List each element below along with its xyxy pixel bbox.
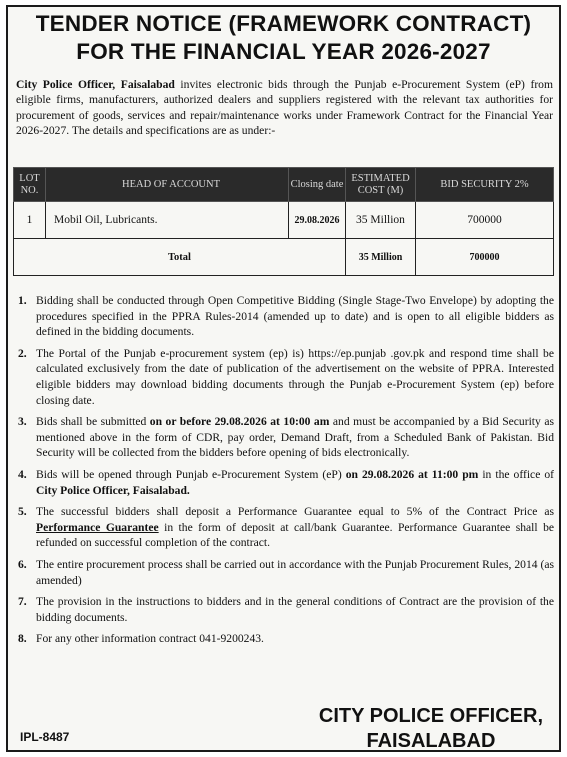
list-item	[16, 414, 554, 461]
item-text: The Portal of the Punjab e-procurement system (ep) is) https://ep.punjab .gov.pk and respond time shall be calculated exclusively from the date of publication of the advertisement on the website of PPRA. Interested eligible bidders may download bidding documents through the Punjab e-Procurement System (ep) before closing date.	[36, 346, 554, 407]
signature-line-2: FAISALABAD	[366, 730, 496, 752]
cell-estimated-cost: 35 Million	[346, 202, 416, 239]
terms-list	[16, 293, 554, 653]
intro-organization: City Police Officer, Faisalabad	[16, 78, 175, 91]
item-text-rest: in the office of	[478, 467, 554, 481]
header-head-of-account: HEAD OF ACCOUNT	[46, 168, 289, 202]
title-line-1: TENDER NOTICE (FRAMEWORK CONTRACT)	[35, 11, 532, 36]
table-row	[14, 202, 554, 239]
item-deadline: on or before 29.08.2026 at 10:00 am	[149, 415, 330, 429]
item-number: 4.	[18, 467, 27, 481]
item-number: 7.	[18, 595, 27, 609]
cell-closing-date: 29.08.2026	[289, 202, 346, 239]
tender-table	[13, 167, 554, 276]
total-security: 700000	[416, 239, 554, 276]
intro-text: invites electronic bids through the Punjab e-Procurement System (eP) from eligible firms, manufacturers, authorized dealers and suppliers registered with the relevant tax authorities for procurement of goods, services and repair/maintenance works under Framework Contract for the Financial Year 2026-2027. The details and specifications are as under:-	[16, 78, 553, 138]
total-cost: 35 Million	[346, 239, 416, 276]
list-item	[16, 467, 554, 498]
item-number: 1.	[18, 294, 27, 307]
list-item	[16, 293, 554, 340]
item-text: For any other information contract 041-9200243.	[36, 632, 264, 646]
item-text: The provision in the instructions to bidders and in the general conditions of Contract are the provision of the bidding documents.	[36, 595, 554, 624]
item-text-rest: and must be accompanied by a Bid Security as mentioned above in the form of CDR, pay order, Demand Draft, from a Scheduled Bank of Pakistan. Bid Security will be collected from the bidders before opening of bids electronically.	[36, 415, 554, 460]
item-opening-time: on 29.08.2026 at 11:00 pm	[345, 467, 479, 481]
item-number: 3.	[18, 415, 27, 429]
item-number: 2.	[18, 346, 27, 360]
item-text-rest: in the form of deposit at call/bank Guarantee. Performance Guarantee shall be refunded on successful completion of the contract.	[36, 520, 555, 550]
item-office: City Police Officer, Faisalabad.	[36, 483, 190, 497]
item-underlined: Performance Guarantee	[36, 520, 159, 534]
intro-paragraph	[16, 77, 553, 139]
item-text: Bids shall be submitted	[36, 415, 150, 429]
item-text: The successful bidders shall deposit a Performance Guarantee equal to 5% of the Contract Price as	[36, 505, 554, 519]
table-total-row	[14, 239, 554, 276]
header-estimated-cost: ESTIMATED COST (M)	[346, 168, 416, 202]
item-text: Bids will be opened through Punjab e-Procurement System (eP)	[36, 467, 346, 481]
header-lot: LOT NO.	[14, 168, 46, 202]
title-line-2: FOR THE FINANCIAL YEAR 2026-2027	[76, 39, 491, 64]
notice-title	[8, 10, 559, 66]
header-bid-security: BID SECURITY 2%	[416, 168, 554, 202]
list-item	[16, 504, 554, 551]
table-header-row	[14, 168, 554, 202]
header-closing-date: Closing date	[289, 168, 346, 202]
total-label: Total	[14, 239, 346, 276]
item-text: The entire procurement process shall be carried out in accordance with the Punjab Procurement Rules, 2014 (as amended)	[36, 557, 554, 587]
item-number: 8.	[18, 632, 27, 646]
item-number: 5.	[18, 505, 27, 519]
cell-bid-security: 700000	[416, 202, 554, 239]
item-number: 6.	[18, 557, 27, 571]
signature-line-1: CITY POLICE OFFICER,	[318, 705, 543, 727]
tender-notice	[6, 5, 561, 752]
list-item	[16, 631, 554, 647]
list-item	[16, 594, 554, 625]
signature-block	[319, 704, 543, 754]
ipl-code: IPL-8487	[20, 730, 70, 744]
cell-lot: 1	[14, 202, 46, 239]
cell-head-of-account: Mobil Oil, Lubricants.	[46, 202, 289, 239]
list-item	[16, 557, 554, 588]
list-item	[16, 346, 554, 408]
item-text: Bidding shall be conducted through Open Competitive Bidding (Single Stage-Two Envelope) by adopting the procedures specified in the PPRA Rules-2014 (amended up to date) and is open to all eligible bidders as defined in the bidding documents.	[36, 294, 554, 339]
